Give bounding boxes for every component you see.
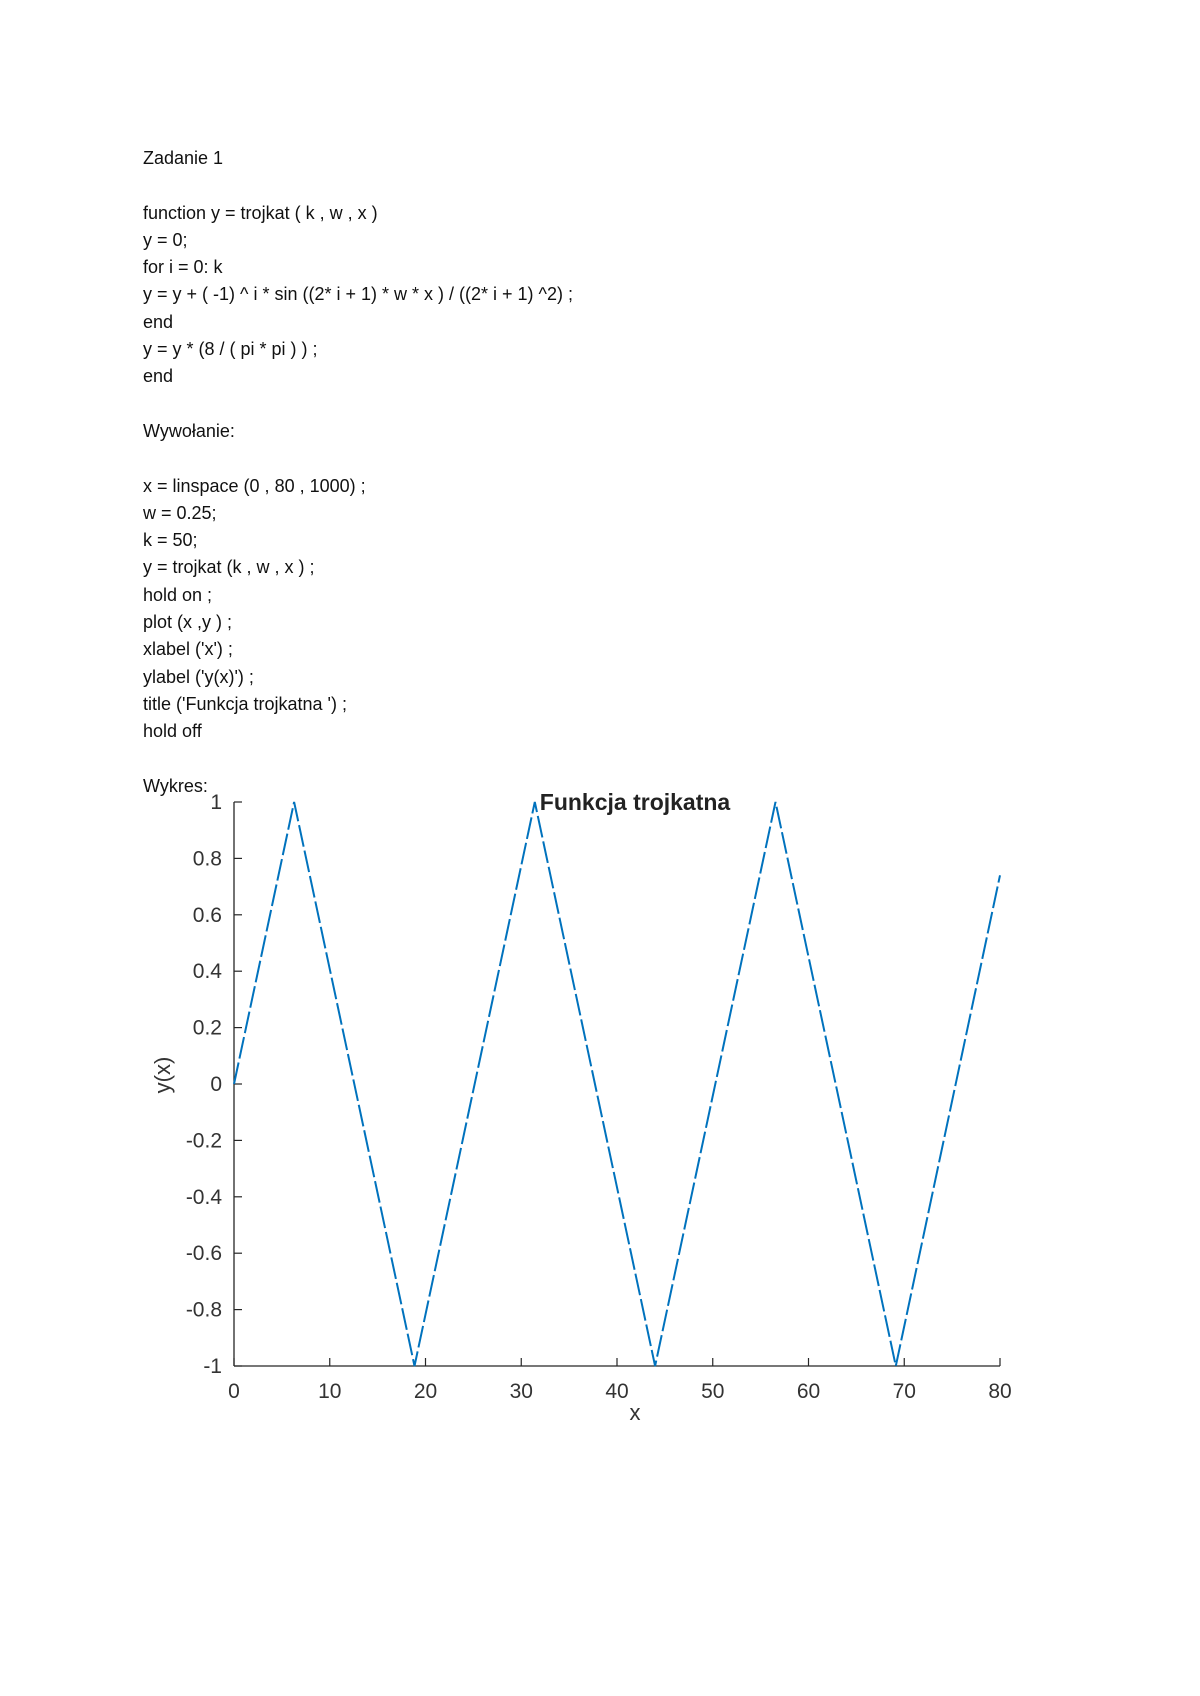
code-line: y = y + ( -1) ^ i * sin ((2* i + 1) * w * x ) / ((2* i + 1) ^2) ; [143,284,573,305]
axes [234,802,1000,1366]
spacer [143,172,1043,199]
spacer [143,391,1043,418]
ticks [186,791,1012,1403]
y-tick-label: -0.4 [185,1185,222,1209]
code-line: for i = 0: k [143,257,223,278]
spacer [143,445,1043,472]
code-line: end [143,366,174,387]
code-line: k = 50; [143,530,198,551]
code-line: plot (x ,y ) ; [143,612,233,633]
x-tick-label: 50 [701,1380,725,1403]
y-tick-label: 0.2 [192,1016,222,1040]
code-line: end [143,311,174,332]
code-line: function y = trojkat ( k , w , x ) [143,202,378,223]
y-tick-label: 0.8 [192,847,222,871]
x-tick-label: 0 [228,1380,240,1403]
y-tick-label: -0.8 [185,1298,222,1322]
x-tick-label: 20 [413,1380,438,1403]
y-axis-label: y(x) [150,1056,175,1094]
code-line: w = 0.25; [143,502,217,523]
x-tick-label: 70 [892,1380,916,1403]
chart-container [140,790,1080,1570]
y-tick-label: 0.4 [192,960,222,984]
y-tick-label: 1 [210,791,222,814]
call-code-block [143,473,1043,746]
y-tick-label: -0.2 [185,1129,222,1153]
code-line: xlabel ('x') ; [143,639,233,660]
heading: Zadanie 1 [143,148,224,168]
code-line: title ('Funkcja trojkatna ') ; [143,693,347,714]
spacer [143,746,1043,773]
call-label: Wywołanie: [143,420,235,441]
x-tick-label: 10 [318,1380,342,1403]
code-line: y = trojkat (k , w , x ) ; [143,557,315,578]
code-line: hold on ; [143,584,213,605]
y-tick-label: -0.6 [185,1242,222,1266]
triangle-wave-chart [140,790,1080,1570]
x-tick-label: 40 [605,1380,629,1403]
function-code-block [143,200,1043,391]
code-line: hold off [143,721,202,742]
x-tick-label: 80 [988,1380,1012,1403]
plot-label: Wykres: [143,775,208,796]
chart-title: Funkcja trojkatna [539,790,731,815]
y-tick-label: -1 [203,1355,222,1378]
code-line: y = 0; [143,229,188,250]
series-line [234,802,1000,1366]
x-axis-label: x [629,1400,641,1425]
code-line: y = y * (8 / ( pi * pi ) ) ; [143,339,318,360]
x-tick-label: 60 [796,1380,821,1403]
code-line: x = linspace (0 , 80 , 1000) ; [143,475,366,496]
y-tick-label: 0.6 [192,903,222,927]
document-body [143,145,1043,800]
y-tick-label: 0 [210,1073,222,1096]
x-tick-label: 30 [509,1380,533,1403]
code-line: ylabel ('y(x)') ; [143,666,254,687]
